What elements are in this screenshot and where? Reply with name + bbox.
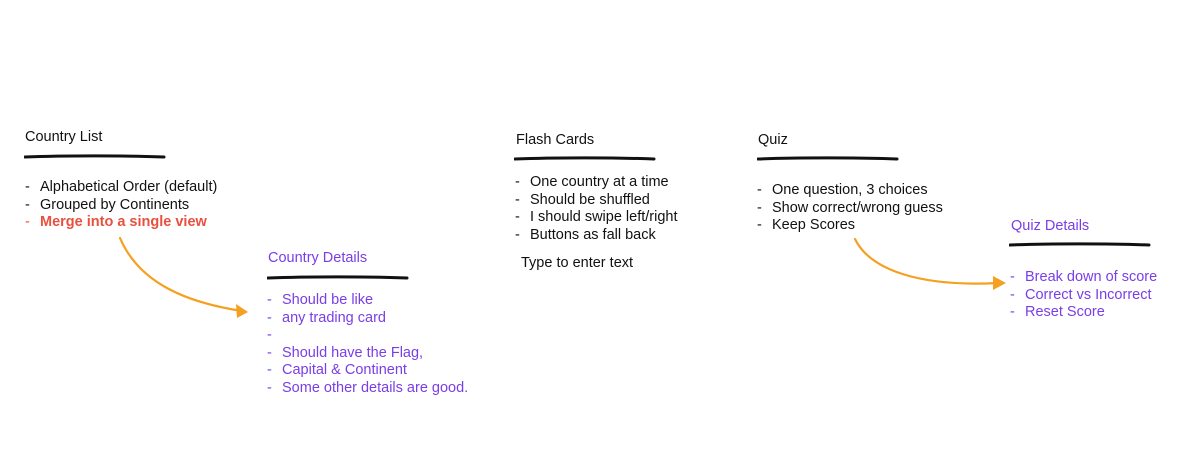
quiz-details-underline-stroke [1009, 241, 1151, 249]
country-details-underline-stroke [267, 274, 409, 282]
list-item[interactable]: - One question, 3 choices [757, 182, 928, 198]
arrow-icon [855, 239, 1006, 290]
list-item[interactable]: - Reset Score [1010, 304, 1105, 320]
country-list-title: Country List [25, 129, 103, 145]
text-entry-placeholder[interactable]: Type to enter text [521, 255, 634, 271]
list-item[interactable]: - Should be like [267, 292, 374, 308]
list-item[interactable]: - I should swipe left/right [515, 209, 678, 225]
country-list-underline-stroke [24, 153, 166, 161]
list-item[interactable]: - Some other details are good. [267, 379, 469, 396]
quiz-items [757, 182, 943, 235]
list-item[interactable]: - Keep Scores [757, 217, 856, 233]
list-item[interactable]: - Should have the Flag, [267, 344, 424, 361]
list-item[interactable]: - [267, 327, 272, 343]
list-item[interactable]: - Correct vs Incorrect [1010, 286, 1152, 303]
list-item[interactable]: - Capital & Continent [267, 362, 407, 378]
flash-cards-title: Flash Cards [516, 132, 595, 148]
country-details-title: Country Details [268, 250, 368, 266]
country-list-items [25, 179, 217, 232]
flash-cards-underline-stroke [514, 155, 656, 163]
quiz-underline-stroke [757, 155, 899, 163]
quiz-title: Quiz [758, 132, 788, 148]
list-item[interactable]: - Alphabetical Order (default) [25, 179, 218, 195]
list-item[interactable]: - Break down of score [1010, 269, 1158, 285]
flash-cards-items [515, 174, 678, 244]
list-item-highlight[interactable]: - Merge into a single view [25, 214, 207, 230]
list-item[interactable]: - Buttons as fall back [515, 226, 656, 243]
list-item[interactable]: - any trading card [267, 309, 386, 326]
list-item[interactable]: - One country at a time [515, 174, 669, 190]
quiz-details-title: Quiz Details [1011, 218, 1090, 234]
quiz-details-items [1010, 269, 1157, 322]
arrow-icon [120, 238, 248, 318]
list-item[interactable]: - Show correct/wrong guess [757, 199, 943, 216]
country-details-items [267, 292, 468, 397]
list-item[interactable]: - Grouped by Continents [25, 196, 190, 213]
list-item[interactable]: - Should be shuffled [515, 191, 650, 208]
